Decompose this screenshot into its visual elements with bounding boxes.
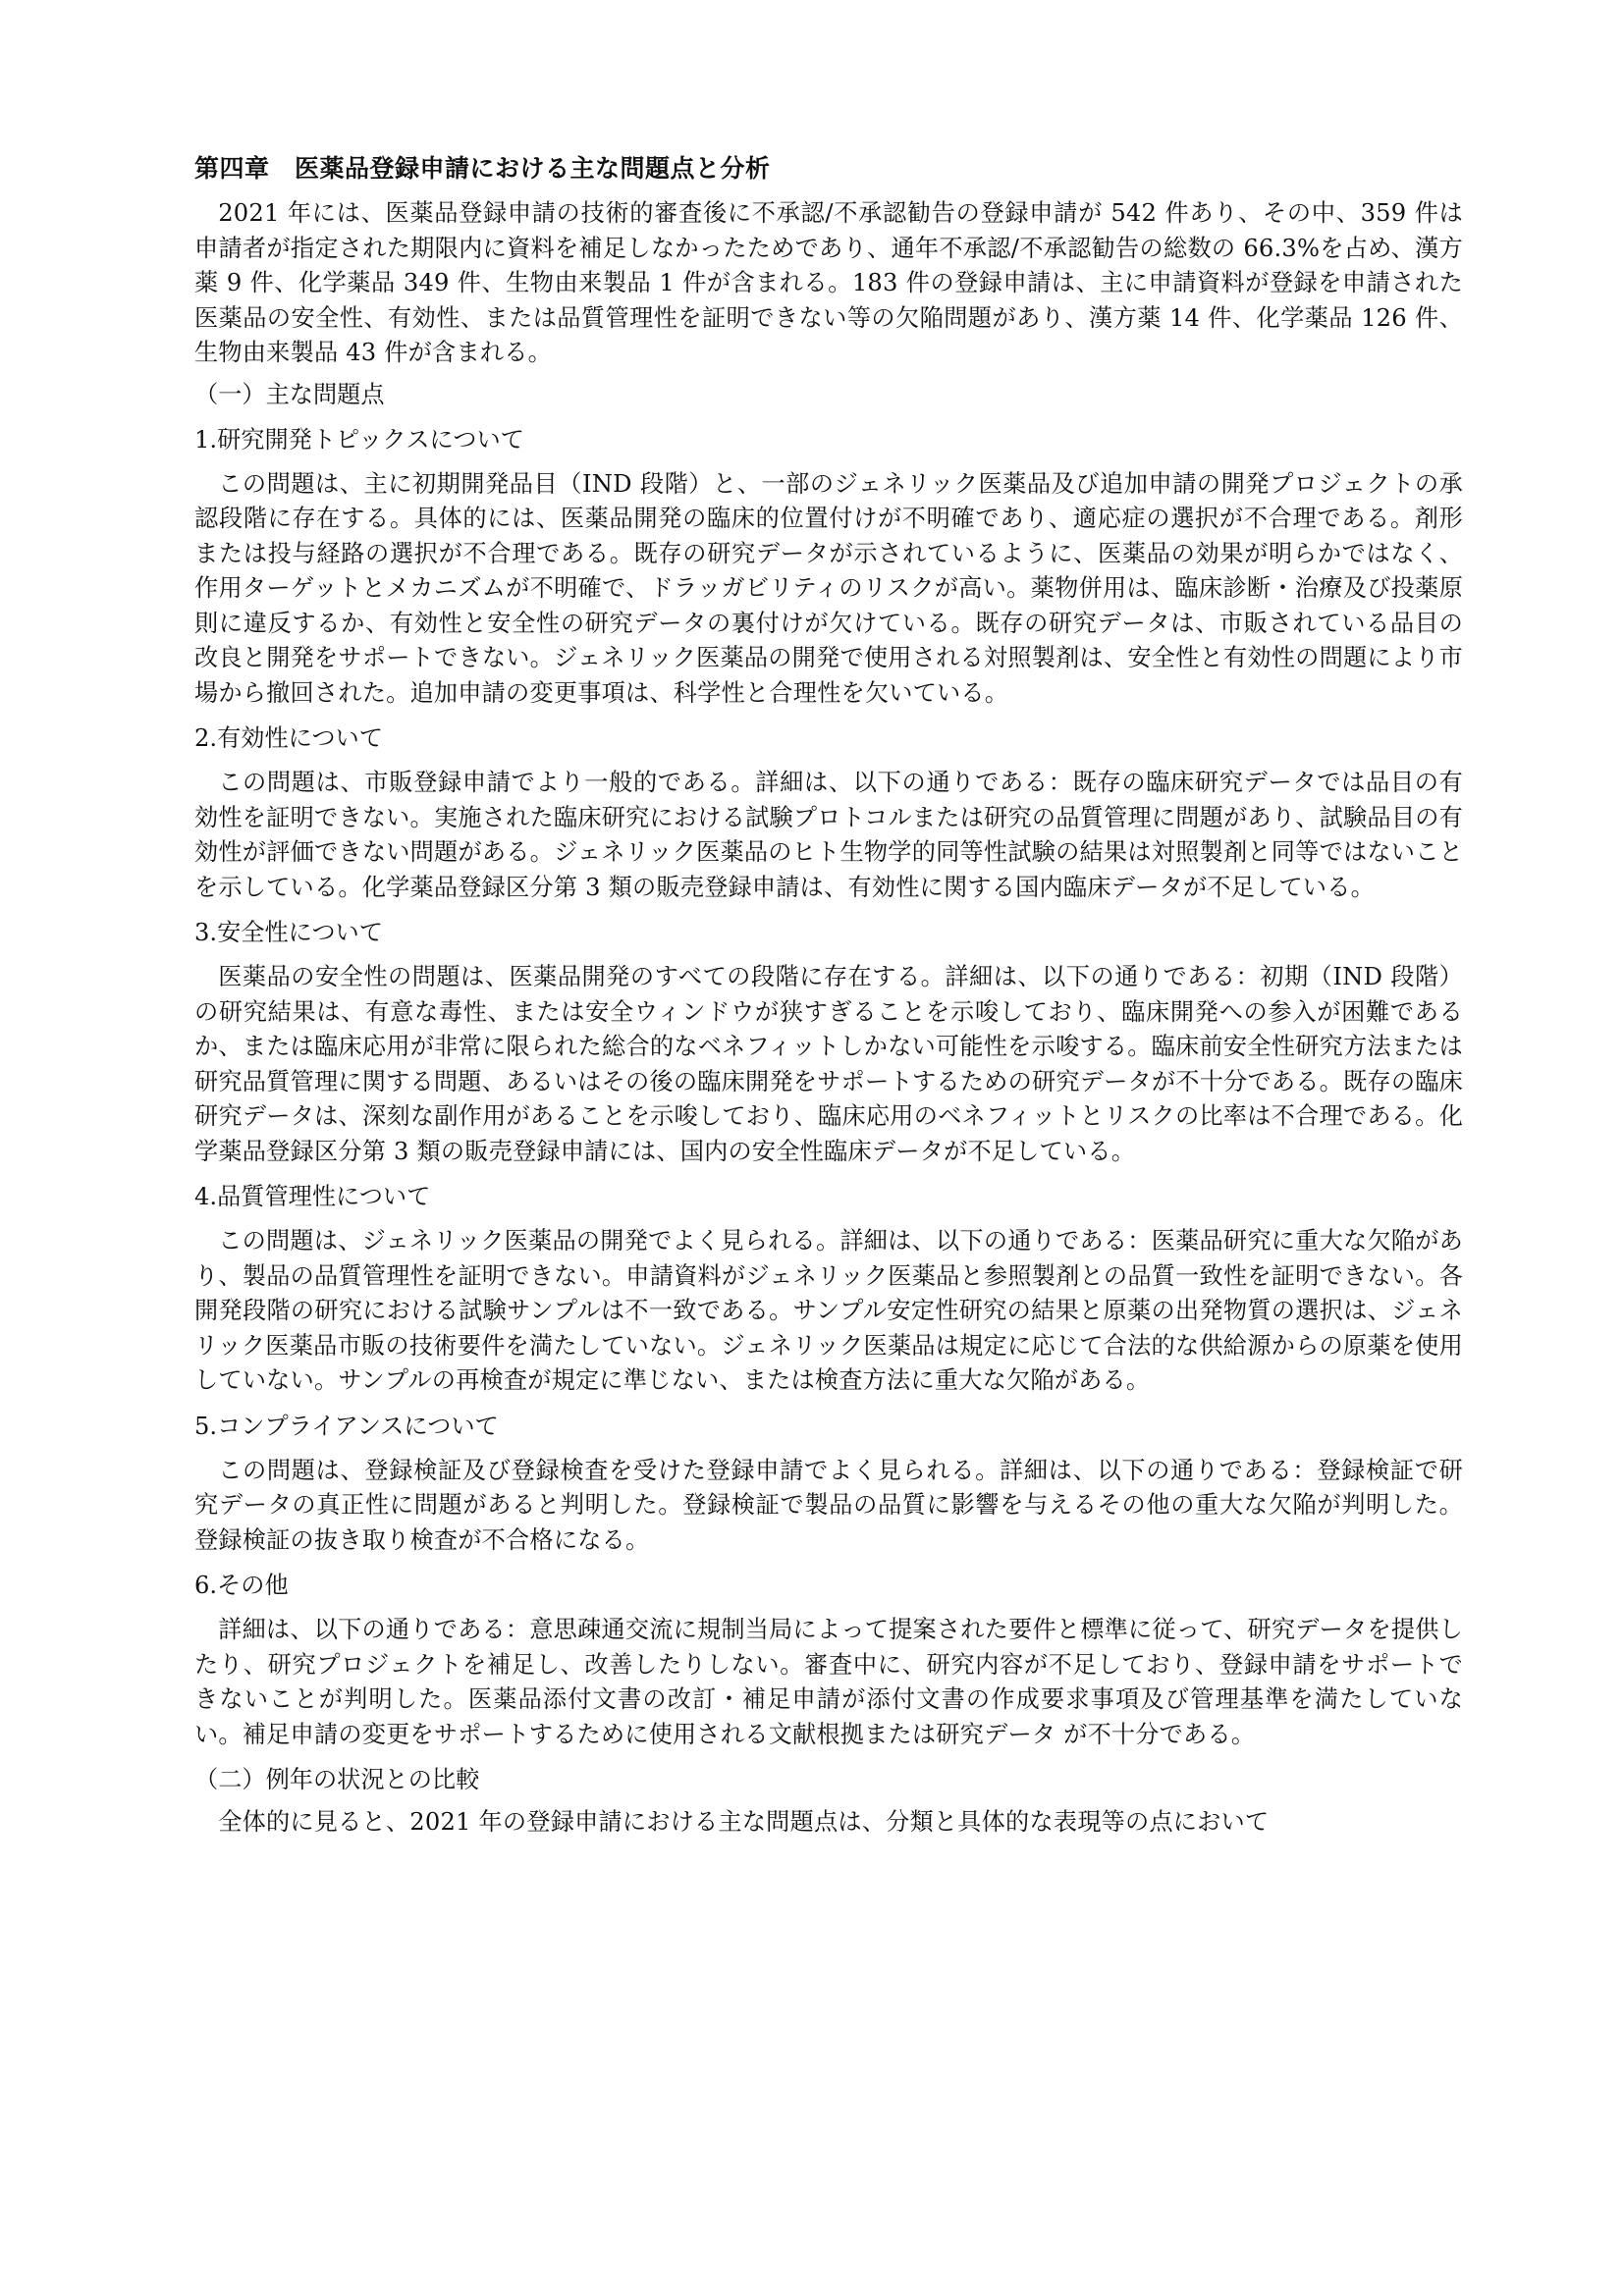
paragraph-safety: 医薬品の安全性の問題は、医薬品開発のすべての段階に存在する。詳細は、以下の通りである：初期（IND 段階）の研究結果は、有意な毒性、または安全ウィンドウが狭すぎることを示唆しており、臨床開発への参入が困難であるか、または臨床応用が非常に限られた総合的なベネフィットしかない可能性を示唆する。臨床前安全性研究方法または研究品質管理に関する問題、あるいはその後の臨床開発をサポートするための研究データが不十分である。既存の臨床研究データは、深刻な副作用があることを示唆しており、臨床応用のベネフィットとリスクの比率は不合理である。化学薬品登録区分第 3 類の販売登録申請には、国内の安全性臨床データが不足している。 bbox=[194, 963, 1463, 1165]
paragraph-efficacy: この問題は、市販登録申請でより一般的である。詳細は、以下の通りである：既存の臨床研究データでは品目の有効性を証明できない。実施された臨床研究における試験プロトコルまたは研究の品質管理に問題があり、試験品目の有効性が評価できない問題がある。ジェネリック医薬品のヒト生物学的同等性試験の結果は対照製剤と同等ではないことを示している。化学薬品登録区分第 3 類の販売登録申請は、有効性に関する国内臨床データが不足している。 bbox=[194, 769, 1463, 901]
paragraph-comparison: 全体的に見ると、2021 年の登録申請における主な問題点は、分類と具体的な表現等の点において bbox=[218, 1808, 1270, 1836]
subsection-heading-quality: 4.品質管理性について bbox=[194, 1183, 431, 1210]
paragraph-compliance: この問題は、登録検証及び登録検査を受けた登録申請でよく見られる。詳細は、以下の通りである：登録検証で研究データの真正性に問題があると判明した。登録検証で製品の品質に影響を与えるその他の重大な欠陥が判明した。登録検証の抜き取り検査が不合格になる。 bbox=[194, 1456, 1463, 1554]
intro-paragraph: 2021 年には、医薬品登録申請の技術的審査後に不承認/不承認勧告の登録申請が 542 件あり、その中、359 件は申請者が指定された期限内に資料を補足しなかったためであり、通年不承認/不承認勧告の総数の 66.3%を占め、漢方薬 9 件、化学薬品 349 件、生物由来製品 1 件が含まれる。183 件の登録申請は、主に申請資料が登録を申請された医薬品の安全性、有効性、または品質管理性を証明できない等の欠陥問題があり、漢方薬 14 件、化学薬品 126 件、生物由来製品 43 件が含まれる。 bbox=[194, 199, 1463, 366]
subsection-heading-rd-topics: 1.研究開発トピックスについて bbox=[194, 425, 524, 454]
subsection-heading-safety: 3.安全性について bbox=[194, 919, 383, 946]
subsection-heading-other: 6.その他 bbox=[194, 1572, 289, 1599]
paragraph-quality: この問題は、ジェネリック医薬品の開発でよく見られる。詳細は、以下の通りである：医薬品研究に重大な欠陥があり、製品の品質管理性を証明できない。申請資料がジェネリック医薬品と参照製剤との品質一致性を証明できない。各開発段階の研究における試験サンプルは不一致である。サンプル安定性研究の結果と原薬の出発物質の選択は、ジェネリック医薬品市販の技術要件を満たしていない。ジェネリック医薬品は規定に応じて合法的な供給源からの原薬を使用していない。サンプルの再検査が規定に準じない、または検査方法に重大な欠陥がある。 bbox=[194, 1227, 1463, 1394]
subsection-heading-efficacy: 2.有効性について bbox=[194, 724, 383, 752]
paragraph-other: 詳細は、以下の通りである：意思疎通交流に規制当局によって提案された要件と標準に従って、研究データを提供したり、研究プロジェクトを補足し、改善したりしない。審査中に、研究内容が不足しており、登録申請をサポートできないことが判明した。医薬品添付文書の改訂・補足申請が添付文書の作成要求事項及び管理基準を満たしていない。補足申請の変更をサポートするために使用される文献根拠または研究データ が不十分である。 bbox=[194, 1616, 1463, 1748]
section-heading-main-issues: （一）主な問題点 bbox=[194, 380, 385, 408]
document-page bbox=[194, 149, 1463, 1841]
chapter-title: 第四章 医薬品登録申請における主な問題点と分析 bbox=[194, 154, 771, 183]
subsection-heading-compliance: 5.コンプライアンスについて bbox=[194, 1412, 499, 1440]
section-heading-comparison: （二）例年の状況との比較 bbox=[194, 1766, 480, 1793]
paragraph-rd-topics: この問題は、主に初期開発品目（IND 段階）と、一部のジェネリック医薬品及び追加申請の開発プロジェクトの承認段階に存在する。具体的には、医薬品開発の臨床的位置付けが不明確であり、適応症の選択が不合理である。剤形または投与経路の選択が不合理である。既存の研究データが示されているように、医薬品の効果が明らかではなく、作用ターゲットとメカニズムが不明確で、ドラッガビリティのリスクが高い。薬物併用は、臨床診断・治療及び投薬原則に違反するか、有効性と安全性の研究データの裏付けが欠けている。既存の研究データは、市販されている品目の改良と開発をサポートできない。ジェネリック医薬品の開発で使用される対照製剤は、安全性と有効性の問題により市場から撤回された。追加申請の変更事項は、科学性と合理性を欠いている。 bbox=[194, 469, 1463, 707]
